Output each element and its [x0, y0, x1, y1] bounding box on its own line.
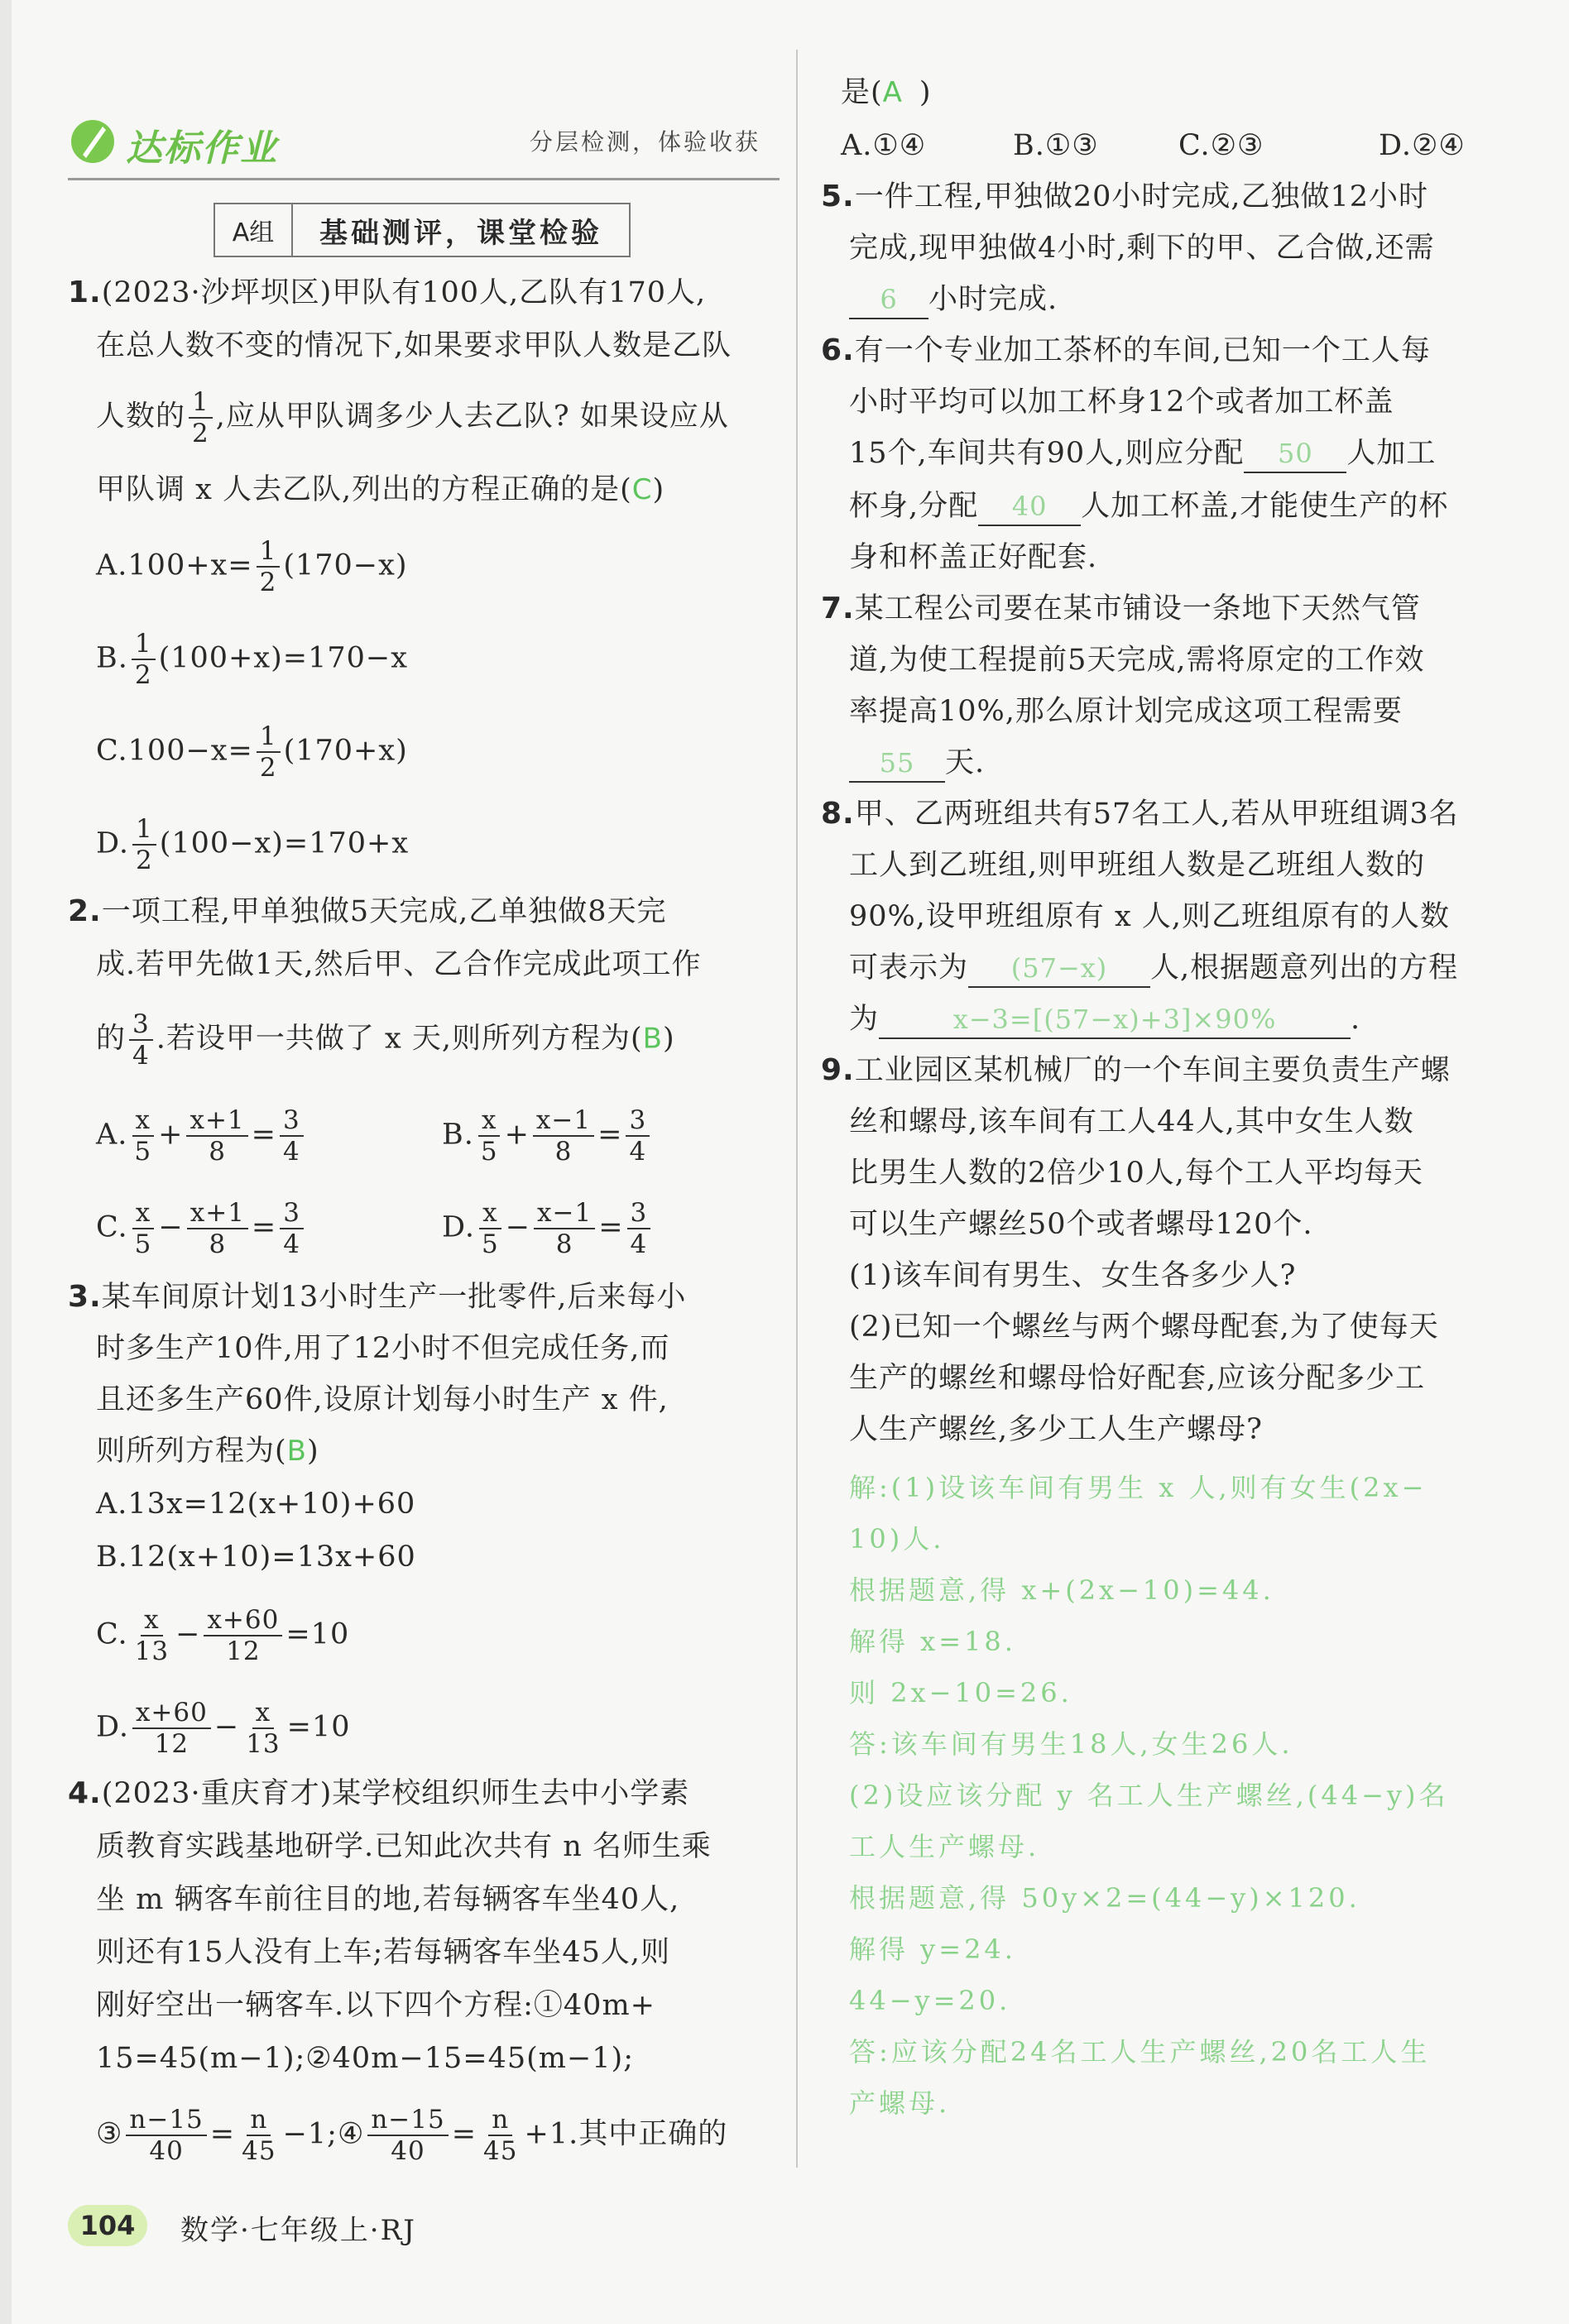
q4-line2: 质教育实践基地研学.已知此次共有 n 名师生乘 [96, 1830, 712, 1863]
section-title: 达标作业 [126, 127, 278, 170]
q9-line5: (1)该车间有男生、女生各多少人? [849, 1259, 1297, 1292]
question-number: 6. [821, 333, 855, 367]
q1-line3b: ,应从甲队调多少人去乙队? 如果设应从 [215, 400, 729, 434]
q4-line5: 刚好空出一辆客车.以下四个方程:①40m+ [96, 1989, 655, 2022]
q4-line4: 则还有15人没有上车;若每辆客车坐45人,则 [96, 1936, 670, 1969]
q1-option-c: C.100−x= $\frac{1}{2}$ (170+x) [96, 721, 408, 783]
q4-line7: ③ $\frac{n-15}{40}$ = $\frac{n}{45}$ −1;④ $\frac{n-15}{40}$ = $\frac{n}{45}$ +1.其中正确的 [96, 2105, 728, 2166]
group-banner [214, 203, 631, 257]
q9-line6: (2)已知一个螺丝与两个螺母配套,为了使每天 [849, 1311, 1439, 1344]
answer-blank: 55 [849, 745, 945, 783]
q7-line1: 某工程公司要在某市铺设一条地下天然气管 [854, 592, 1421, 625]
solution-line: (2)设应该分配 y 名工人生产螺丝,(44−y)名 [849, 1780, 1449, 1811]
question-number: 1. [68, 276, 102, 309]
solution-line: 解得 y=24. [849, 1933, 1016, 1965]
q9-line4: 可以生产螺丝50个或者螺母120个. [849, 1208, 1313, 1241]
answer-blank: 6 [849, 281, 928, 319]
q5-line3: 小时完成. [928, 283, 1058, 316]
q1-option-b: B. $\frac{1}{2}$ (100+x)=170−x [96, 629, 408, 690]
q6-line2: 小时平均可以加工杯身12个或者加工杯盖 [849, 386, 1394, 419]
group-label: A组 [215, 204, 293, 256]
q1-option-a: A.100+x= $\frac{1}{2}$ (170−x) [96, 536, 408, 597]
solution-line: 工人生产螺母. [849, 1831, 1040, 1862]
q9-line2: 丝和螺母,该车间有工人44人,其中女生人数 [849, 1105, 1414, 1138]
question-number: 2. [68, 894, 102, 928]
q6-line5: 身和杯盖正好配套. [849, 541, 1098, 574]
q5-line2: 完成,现甲独做4小时,剩下的甲、乙合做,还需 [849, 232, 1435, 265]
q3-option-b: B.12(x+10)=13x+60 [96, 1541, 416, 1574]
q4-option-d: D.②④ [1379, 129, 1466, 162]
solution-line: 答:该车间有男生18人,女生26人. [849, 1728, 1293, 1760]
q9-line1: 工业园区某机械厂的一个车间主要负责生产螺 [854, 1054, 1451, 1087]
workbook-page: 达标作业 分层检测，体验收获 A组 基础测评，课堂检验 1.(2023·沙坪坝区)甲队有100人,乙队有170人, 在总人数不变的情况下,如果要求甲队人数是乙队 人数的 $\frac{1}{2}$ ,应从甲队调多少人去乙队? 如果设应从 甲队调 x 人去乙队,列出的方程正确的是(C) A.100+x= $\frac{1}{2}$ (170−x) B. $\frac{1}{2}$ (100+x)=170−x C.100−x= $\frac{1}{2}$ (170+x) D. $\frac{1}{2}$ (100−x)=170+x 2.一项工程,甲单独做5天完成,乙单独做8天完 成.若甲先做1天,然后甲、乙合作完成此项工作 的 $\frac{3}{4}$ .若设甲一共做了 x 天,则所列方程为(B) A. $\frac{x}{5}$ + $\frac{x+1}{8}$ = $\frac{3}{4}$ B. $\frac{x}{5}$ + $\frac{x-1}{8}$ = $\frac{3}{4}$ C. $\frac{x}{5}$ − $\frac{x+1}{8}$ = $\frac{3}{4}$ D. $\frac{x}{5}$ − $\frac{x-1}{8}$ = $\frac{3}{4}$ 3.某车间原计划13小时生产一批零件,后来每小 时多生产10件,用了12小时不但完成任务,而 且还多生产60件,设原计划每小时生产 x 件, 则所列方程为(B) A.13x=12(x+10)+60 B.12(x+10)=13x+60 C. $\frac{x}{13}$ − $\frac{x+60}{12}$ =10 D. $\frac{x+60}{12}$ − $\frac{x}{13}$ =10 4.(2023·重庆育才)某学校组织师生去中小学素 质教育实践基地研学.已知此次共有 n 名师生乘 坐 m 辆客车前往目的地,若每辆客车坐40人, 则还有15人没有上车;若每辆客车坐45人,则 刚好空出一辆客车.以下四个方程:①40m+ 15=45(m−1);②40m−15=45(m−1); ③ $\frac{n-15}{40}$ = $\frac{n}{45}$ −1;④ $\frac{n-15}{40}$ = $\frac{n}{45}$ +1.其中正确的 是(A ) A.①④ B.①③ C.②③ D.②④ 5.一件工程,甲独做20小时完成,乙独做12小时 完成,现甲独做4小时,剩下的甲、乙合做,还需 6 小时完成. 6.有一个专业加工茶杯的车间,已知一个工人每 小时平均可以加工杯身12个或者加工杯盖 15个,车间共有90人,则应分配 50 人加工 杯身,分配 40 人加工杯盖,才能使生产的杯 身和杯盖正好配套. 7.某工程公司要在某市铺设一条地下天然气管 道,为使工程提前5天完成,需将原定的工作效 率提高10%,那么原计划完成这项工程需要 55 天. 8.甲、乙两班组共有57名工人,若从甲班组调3名 工人到乙班组,则甲班组人数是乙班组人数的 90%,设甲班组原有 x 人,则乙班组原有的人数 可表示为 (57−x) 人,根据题意列出的方程 为 x−3=[(57−x)+3]×90% . 9.工业园区某机械厂的一个车间主要负责生产螺 丝和螺母,该车间有工人44人,其中女生人数 比男生人数的2倍少10人,每个工人平均每天 可以生产螺丝50个或者螺母120个. (1)该车间有男生、女生各多少人? (2)已知一个螺丝与两个螺母配套,为了使每天 生产的螺丝和螺母恰好配套,应该分配多少工 人生产螺丝,多少工人生产螺母? 解:(1)设该车间有男生 x 人,则有女生(2x− 10)人. 根据题意,得 x+(2x−10)=44. 解得 x=18. 则 2x−10=26. 答:该车间有男生18人,女生26人. (2)设应该分配 y 名工人生产螺丝,(44−y)名 工人生产螺母. 根据题意,得 50y×2=(44−y)×120. 解得 y=24. 44−y=20. 答:应该分配24名工人生产螺丝,20名工人生 产螺母. 104 数学·七年级上·RJ [0, 0, 1569, 2324]
answer-choice: C [631, 473, 653, 506]
q4-option-b: B.①③ [1013, 129, 1099, 162]
q4-line8: 是(A ) [841, 76, 932, 109]
q3-line1: 某车间原计划13小时生产一批零件,后来每小 [101, 1281, 687, 1314]
answer-blank: (57−x) [968, 950, 1150, 988]
solution-line: 44−y=20. [849, 1985, 1011, 2016]
q9-line3: 比男生人数的2倍少10人,每个工人平均每天 [849, 1157, 1423, 1190]
q9-line8: 人生产螺丝,多少工人生产螺母? [849, 1413, 1263, 1446]
solution-line: 10)人. [849, 1523, 945, 1555]
q9-line7: 生产的螺丝和螺母恰好配套,应该分配多少工 [849, 1362, 1426, 1395]
q2-line2: 成.若甲先做1天,然后甲、乙合作完成此项工作 [96, 948, 702, 981]
q3-option-d: D. $\frac{x+60}{12}$ − $\frac{x}{13}$ =10 [96, 1698, 351, 1759]
q1-line1: (2023·沙坪坝区)甲队有100人,乙队有170人, [101, 276, 707, 309]
q2-option-a: A. $\frac{x}{5}$ + $\frac{x+1}{8}$ = $\frac{3}{4}$ [96, 1105, 307, 1167]
question-number: 8. [821, 797, 855, 831]
q3-option-c: C. $\frac{x}{13}$ − $\frac{x+60}{12}$ =10 [96, 1605, 350, 1666]
q5-line1: 一件工程,甲独做20小时完成,乙独做12小时 [854, 180, 1429, 213]
q8-line3: 90%,设甲班组原有 x 人,则乙班组原有的人数 [849, 900, 1451, 933]
solution-line: 产螺母. [849, 2087, 951, 2119]
page-edge [0, 0, 12, 2324]
q4-line1: (2023·重庆育才)某学校组织师生去中小学素 [101, 1777, 690, 1810]
solution-line: 根据题意,得 50y×2=(44−y)×120. [849, 1882, 1360, 1914]
q7-line2: 道,为使工程提前5天完成,需将原定的工作效 [849, 644, 1425, 677]
fraction-one-half: $\frac{1}{2}$ [189, 387, 213, 448]
question-number: 4. [68, 1776, 102, 1810]
solution-line: 则 2x−10=26. [849, 1677, 1072, 1708]
answer-blank: x−3=[(57−x)+3]×90% [879, 1001, 1351, 1039]
question-number: 3. [68, 1280, 102, 1314]
q3-line4: 则所列方程为( [96, 1435, 287, 1468]
q7-line3: 率提高10%,那么原计划完成这项工程需要 [849, 695, 1403, 728]
q4-line3: 坐 m 辆客车前往目的地,若每辆客车坐40人, [96, 1883, 680, 1916]
q2-line1: 一项工程,甲单独做5天完成,乙单独做8天完 [101, 895, 667, 928]
solution-line: 解:(1)设该车间有男生 x 人,则有女生(2x− [849, 1472, 1427, 1503]
q2-option-b: B. $\frac{x}{5}$ + $\frac{x-1}{8}$ = $\frac{3}{4}$ [442, 1105, 653, 1167]
section-slogan: 分层检测，体验收获 [530, 128, 761, 156]
answer-blank: 50 [1244, 435, 1346, 473]
q2-option-c: C. $\frac{x}{5}$ − $\frac{x+1}{8}$ = $\frac{3}{4}$ [96, 1198, 307, 1259]
q4-option-a: A.①④ [841, 129, 927, 162]
footer-subject: 数学·七年级上·RJ [180, 2214, 416, 2247]
question-number: 9. [821, 1053, 855, 1087]
q4-option-c: C.②③ [1178, 129, 1264, 162]
q1-line4: 甲队调 x 人去乙队,列出的方程正确的是( [96, 473, 632, 506]
column-divider [796, 50, 798, 2168]
q2-line3: .若设甲一共做了 x 天,则所列方程为( [156, 1022, 643, 1056]
q1-option-d: D. $\frac{1}{2}$ (100−x)=170+x [96, 814, 410, 875]
answer-blank: 40 [978, 488, 1081, 526]
q8-line2: 工人到乙班组,则甲班组人数是乙班组人数的 [849, 849, 1426, 882]
q2-option-d: D. $\frac{x}{5}$ − $\frac{x-1}{8}$ = $\frac{3}{4}$ [442, 1198, 654, 1259]
solution-line: 答:应该分配24名工人生产螺丝,20名工人生 [849, 2036, 1431, 2068]
answer-choice: A [882, 76, 903, 109]
group-title: 基础测评，课堂检验 [319, 216, 602, 250]
section-logo [68, 112, 349, 170]
answer-choice: B [286, 1435, 307, 1468]
q4-line6: 15=45(m−1);②40m−15=45(m−1); [96, 2042, 634, 2075]
page-number: 104 [68, 2205, 147, 2246]
answer-choice: B [642, 1022, 663, 1056]
q8-line1: 甲、乙两班组共有57名工人,若从甲班组调3名 [854, 798, 1459, 831]
solution-line: 根据题意,得 x+(2x−10)=44. [849, 1574, 1274, 1606]
q6-line1: 有一个专业加工茶杯的车间,已知一个工人每 [854, 334, 1431, 367]
question-number: 7. [821, 592, 855, 625]
fraction-three-quarters: $\frac{3}{4}$ [129, 1009, 153, 1071]
q3-line2: 时多生产10件,用了12小时不但完成任务,而 [96, 1332, 670, 1365]
q1-line2: 在总人数不变的情况下,如果要求甲队人数是乙队 [96, 329, 732, 362]
q1-line3a: 人数的 [96, 400, 186, 434]
q3-line3: 且还多生产60件,设原计划每小时生产 x 件, [96, 1383, 669, 1416]
header-divider [68, 178, 780, 180]
solution-line: 解得 x=18. [849, 1626, 1016, 1657]
question-number: 5. [821, 180, 855, 213]
q3-option-a: A.13x=12(x+10)+60 [96, 1488, 416, 1521]
